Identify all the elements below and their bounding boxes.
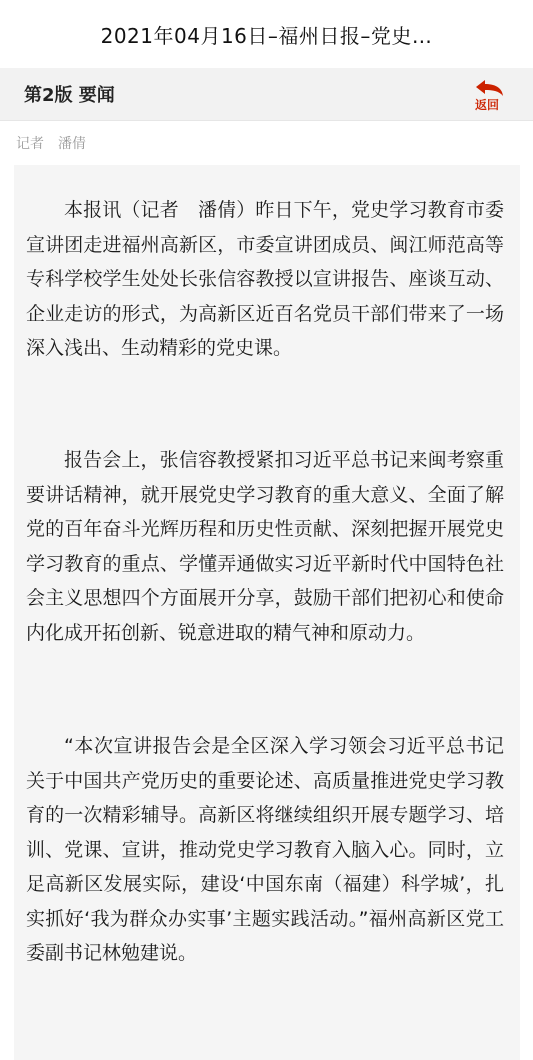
back-label: 返回	[475, 98, 500, 112]
section-label: 第2版 要闻	[24, 85, 115, 106]
article-paragraph: 报告会上，张信容教授紧扣习近平总书记来闽考察重要讲话精神，就开展党史学习教育的重大意义、全面了解党的百年奋斗光辉历程和历史性贡献、深刻把握开展党史学习教育的重点、学懂弄通做实习近平新时代中国特色社会主义思想四个方面展开分享，鼓励干部们把初心和使命内化成开拓创新、锐意进取的精气神和原动力。	[26, 449, 504, 644]
page-title: 2021年04月16日–福州日报–党史…	[100, 23, 433, 48]
article-paragraph: “本次宣讲报告会是全区深入学习领会习近平总书记关于中国共产党历史的重要论述、高质量推进党史学习教育的一次精彩辅导。高新区将继续组织开展专题学习、培训、党课、宣讲，推动党史学习教育入脑入心。同时，立足高新区发展实际，建设‘中国东南（福建）科学城’，扎实抓好‘我为群众办实事’主题实践活动。”福州高新区党工委副书记林勉建说。	[26, 735, 504, 964]
byline: 记者 潘倩	[16, 136, 86, 152]
article-paragraph: 本报讯（记者 潘倩）昨日下午，党史学习教育市委宣讲团走进福州高新区，市委宣讲团成员、闽江师范高等专科学校学生处处长张信容教授以宣讲报告、座谈互动、企业走访的形式，为高新区近百名党员干部们带来了一场深入浅出、生动精彩的党史课。	[26, 199, 504, 359]
title-bar	[0, 0, 533, 68]
article-body	[14, 165, 520, 1060]
back-button[interactable]	[470, 78, 510, 114]
clipped-text-remnant	[60, 118, 150, 122]
section-bar	[0, 68, 533, 121]
return-arrow-icon	[474, 78, 506, 100]
